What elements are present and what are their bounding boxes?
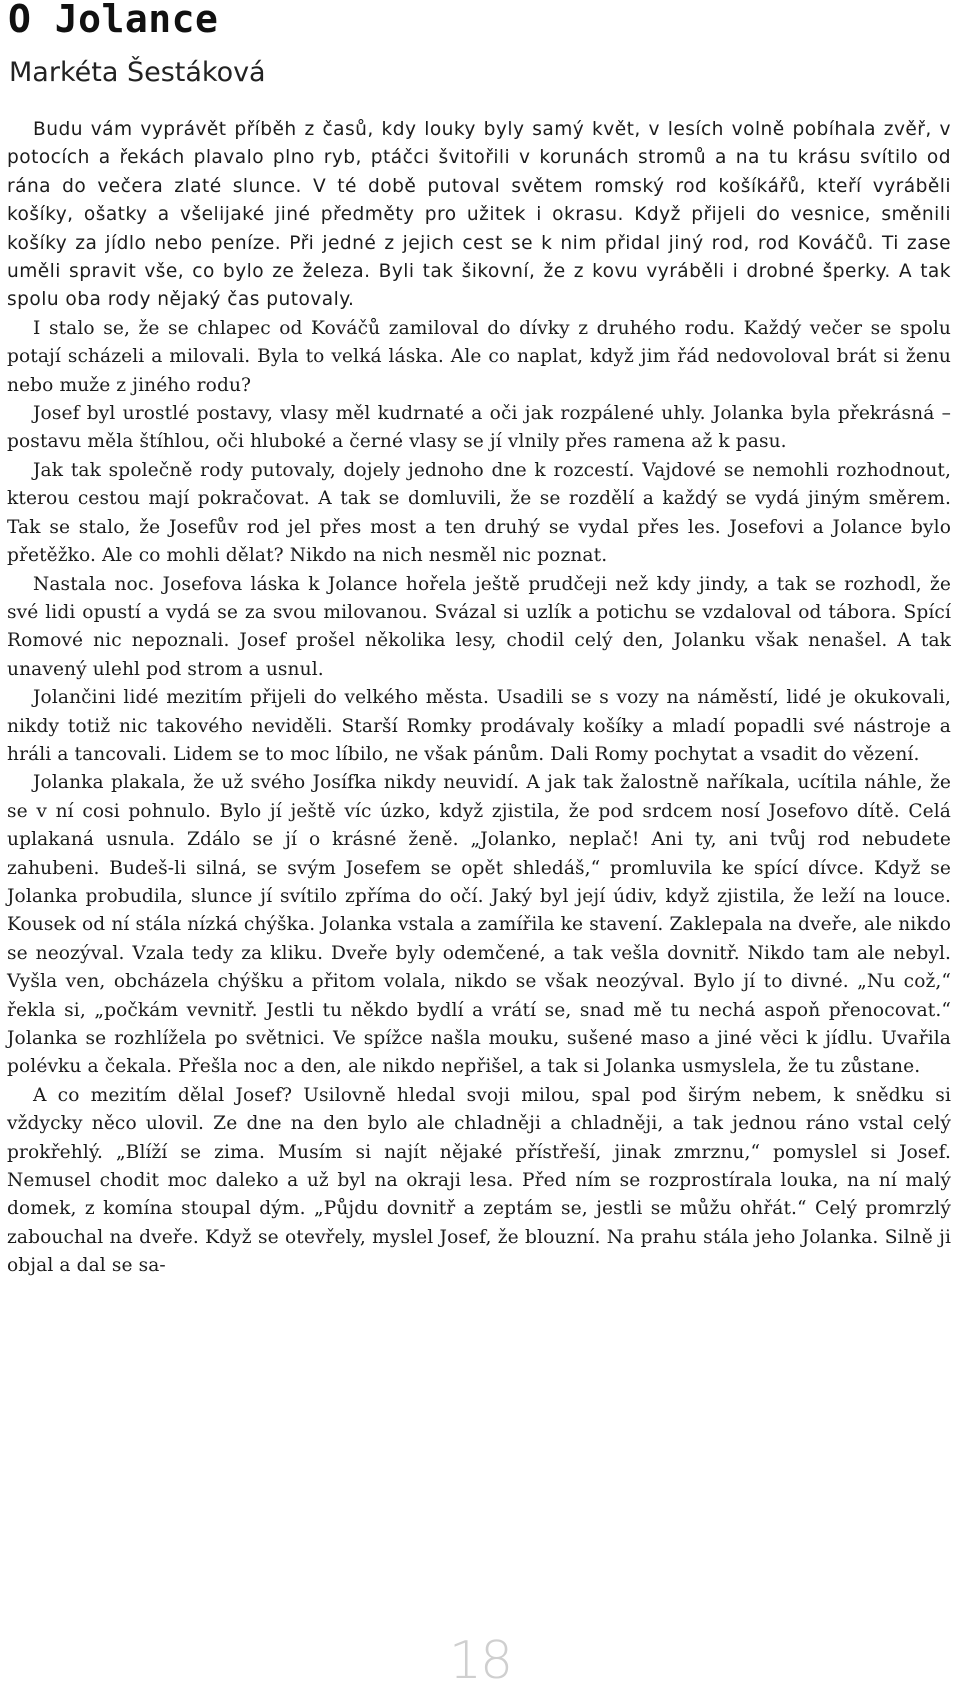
paragraph-3: Josef byl urostlé postavy, vlasy měl kudrnaté a oči jak rozpálené uhly. Jolanka byla překrásná – postavu měla štíhlou, oči hluboké a černé vlasy se jí vlnily přes ramena až k pasu.: [7, 403, 951, 453]
paragraph-2: I stalo se, že se chlapec od Kováčů zamiloval do dívky z druhého rodu. Každý večer se spolu potají scházeli a milovali. Byla to velká láska. Ale co naplat, když jim řád nedovoloval brát si ženu nebo muže z jiného rodu?: [7, 317, 951, 396]
paragraph-6: Jolančini lidé mezitím přijeli do velkého města. Usadili se s vozy na náměstí, lidé je okukovali, nikdy totiž nic takového neviděli. Starší Romky prodávaly košíky a mladí popadli své nástroje a hráli a tancovali. Lidem se to moc líbilo, ne však pánům. Dali Romy pochytat a vsadit do vězení.: [7, 687, 951, 765]
story-author: Markéta Šestáková: [9, 57, 266, 88]
story-title: O Jolance: [8, 0, 219, 41]
paragraph-4: Jak tak společně rody putovaly, dojely jednoho dne k rozcestí. Vajdové se nemohli rozhodnout, kterou cestou mají pokračovat. A tak se domluvili, že se rozdělí a každý se vydá jiným směrem. Tak se stalo, že Josefův rod jel přes most a ten druhý se vydal přes les. Josefovi a Jolance bylo přetěžko. Ale co mohli dělat? Nikdo na nich nesměl nic poznat.: [7, 459, 951, 567]
paragraph-1: Budu vám vyprávět příběh z časů, kdy louky byly samý květ, v lesích volně pobíhala zvěř, v potocích a řekách plavalo plno ryb, ptáčci švitořili v korunách stromů a na tu krásu svítilo od rána do večera zlaté slunce. V té době putoval světem romský rod košíkářů, kteří vyráběli košíky, ošatky a všelijaké jiné předměty pro užitek i okrasu. Když přijeli do vesnice, směnili košíky za jídlo nebo peníze. Při jedné z jejich cest se k nim přidal jiný rod, rod Kováčů. Ti zase uměli spravit vše, co bylo ze železa. Byli tak šikovní, že z kovu vyráběli i drobné šperky. A tak spolu oba rody nějaký čas putovaly.: [7, 119, 951, 311]
paragraph-8: A co mezitím dělal Josef? Usilovně hledal svoji milou, spal pod širým nebem, k snědku si vždycky něco ulovil. Ze dne na den bylo ale chladněji a chladněji, a tak jednou ráno vstal celý prokřehlý. „Blíží se zima. Musím si najít nějaké přístřeší, jinak zmrznu,“ pomyslel si Josef. Nemusel chodit moc daleko a už byl na okraji lesa. Před ním se rozprostírala louka, na ní malý domek, z komína stoupal dým. „Půjdu dovnitř a zeptám se, jestli se můžu ohřát.“ Celý promrzlý zabouchal na dveře. Když se otevřely, myslel Josef, že blouzní. Na prahu stála jeho Jolanka. Silně ji objal a dal se sa-: [7, 1084, 951, 1277]
paragraph-5: Nastala noc. Josefova láska k Jolance hořela ještě prudčeji než kdy jindy, a tak se rozhodl, že své lidi opustí a vydá se za svou milovanou. Svázal si uzlík a potichu se vzdaloval od tábora. Spící Romové nic nepoznali. Josef prošel několika lesy, chodil celý den, Jolanku však nenašel. A tak unavený ulehl pod strom a usnul.: [7, 573, 951, 680]
paragraph-7: Jolanka plakala, že už svého Josífka nikdy neuvidí. A jak tak žalostně naříkala, ucítila náhle, že se v ní cosi pohnulo. Bylo jí ještě víc úzko, když zjistila, že pod srdcem nosí Josefovo dítě. Celá uplakaná usnula. Zdálo se jí o krásné ženě. „Jolanko, neplač! Ani ty, ani tvůj rod nebudete zahubeni. Budeš-li silná, se svým Josefem se opět shledáš,“ promluvila ke spící dívce. Když se Jolanka probudila, slunce jí svítilo zpříma do očí. Jaký byl její údiv, když zjistila, že leží na louce. Kousek od ní stála nízká chýška. Jolanka vstala a zamířila ke stavení. Zaklepala na dveře, ale nikdo se neozýval. Vzala tedy za kliku. Dveře byly odemčené, a tak vešla dovnitř. Nikdo tam ale nebyl. Vyšla ven, obcházela chýšku a přitom volala, nikdo se však neozýval. Bylo jí to divné. „Nu což,“ řekla si, „počkám vevnitř. Jestli tu někdo bydlí a vrátí se, snad mě tu nechá aspoň přenocovat.“ Jolanka se rozhlížela po světnici. Ve spížce našla mouku, sušené maso a jiné věci k jídlu. Uvařila polévku a čekala. Přešla noc a den, ale nikdo nepřišel, a tak si Jolanka usmyslela, že tu zůstane.: [7, 772, 951, 1078]
page-number: 18: [448, 1631, 512, 1691]
story-body: [7, 116, 951, 1281]
